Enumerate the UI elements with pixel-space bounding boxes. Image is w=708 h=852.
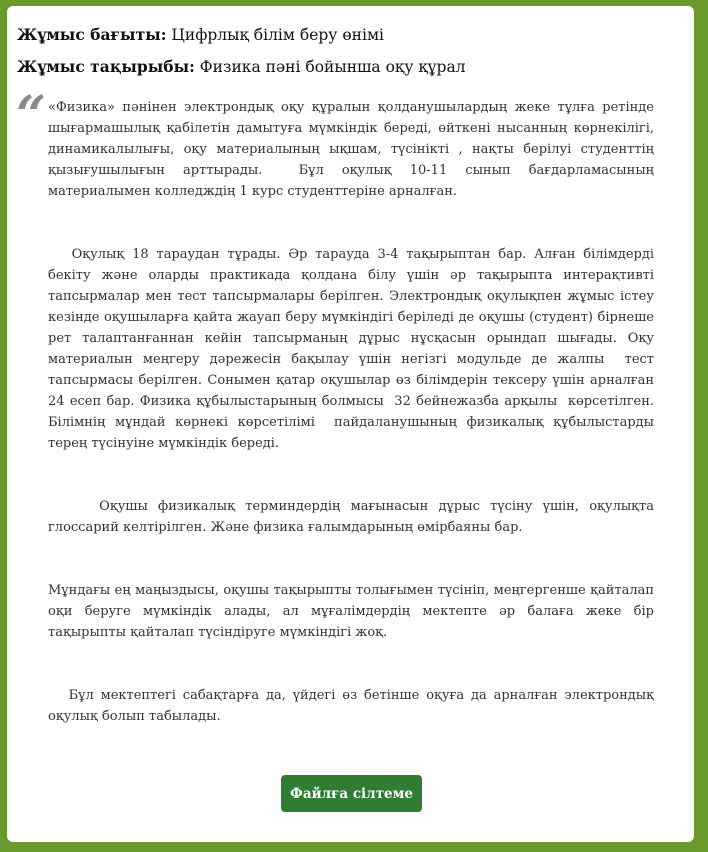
work-direction-value: Цифрлық білім беру өнімі [166,26,384,44]
paragraph-structure: Оқулық 18 тараудан тұрады. Әр тарауда 3-4 тақырыптан бар. Алған білімдерді бекіту және оларды практикада қолдана білу үшін әр тақырыпта интерақтивті тапсырмалар мен тест тапсырмалары берілген. Электрондық оқулықпен жұмыс істеу кезінде оқушыларға қайта жауап беру мүмкіндігі беріледі де оқушы (студент) бірнеше рет талаптанғаннан кейін тапсырманың дұрыс нұсқасын орындап шығады. Оқу материалын меңгеру дәрежесін бақылау үшін негізгі модульде де жалпы тест тапсырмасы берілген. Сонымен қатар оқушылар өз білімдерін тексеру үшін арналған 24 есеп бар. Физика құбылыстарының болмысы 32 бейнежазба арқылы көрсетілген. Білімнің мұндай көрнекі көрсетілімі пайдаланушының физикалық құбылыстарды терең түсінуіне мүмкіндік береді. [48,247,671,451]
paragraph-purpose: Бұл мектептегі сабақтарға да, үйдегі өз бетінше оқуға да арналған электрондық оқулық болып табылады. [48,688,659,724]
paragraph-importance: Мұндағы ең маңыздысы, оқушы тақырыпты толығымен түсініп, меңгергенше қайталап оқи беруге мүмкіндік алады, ал мұғалімдердің мектепте әр балаға жеке бір тақырыпты қайталап түсіндіруге мүмкіндігі жоқ. [48,583,659,640]
work-topic-label: Жұмыс тақырыбы: [17,57,195,76]
work-direction [17,25,384,44]
paragraph-glossary: Оқушы физикалық терминдердің мағынасын дұрыс түсіну үшін, оқулықта глоссарий келтірілген. Және физика ғалымдарының өмірбаяны бар. [48,499,659,535]
paragraph-intro: «Физика» пәнінен электрондық оқу құралын қолданушылардың жеке тұлға ретінде шығармашылық қабілетін дамытуға мүмкіндік береді, өйткені нысанның көрнекілігі, динамикалылығы, оқу материалының ықшам, түсінікті , нақты берілуі студенттің қызығушылығын арттырады. Бұл оқулық 10-11 сынып бағдарламасының материалымен колледждің 1 курс студенттеріне арналған. [48,100,659,199]
quote-icon [16,90,46,142]
work-direction-label: Жұмыс бағыты: [17,25,167,44]
work-topic [17,57,466,76]
content-card [7,6,694,842]
file-link-button[interactable]: Файлға сілтеме [281,775,422,812]
work-topic-value: Физика пәні бойынша оқу құрал [194,58,466,76]
description-body [48,97,671,769]
